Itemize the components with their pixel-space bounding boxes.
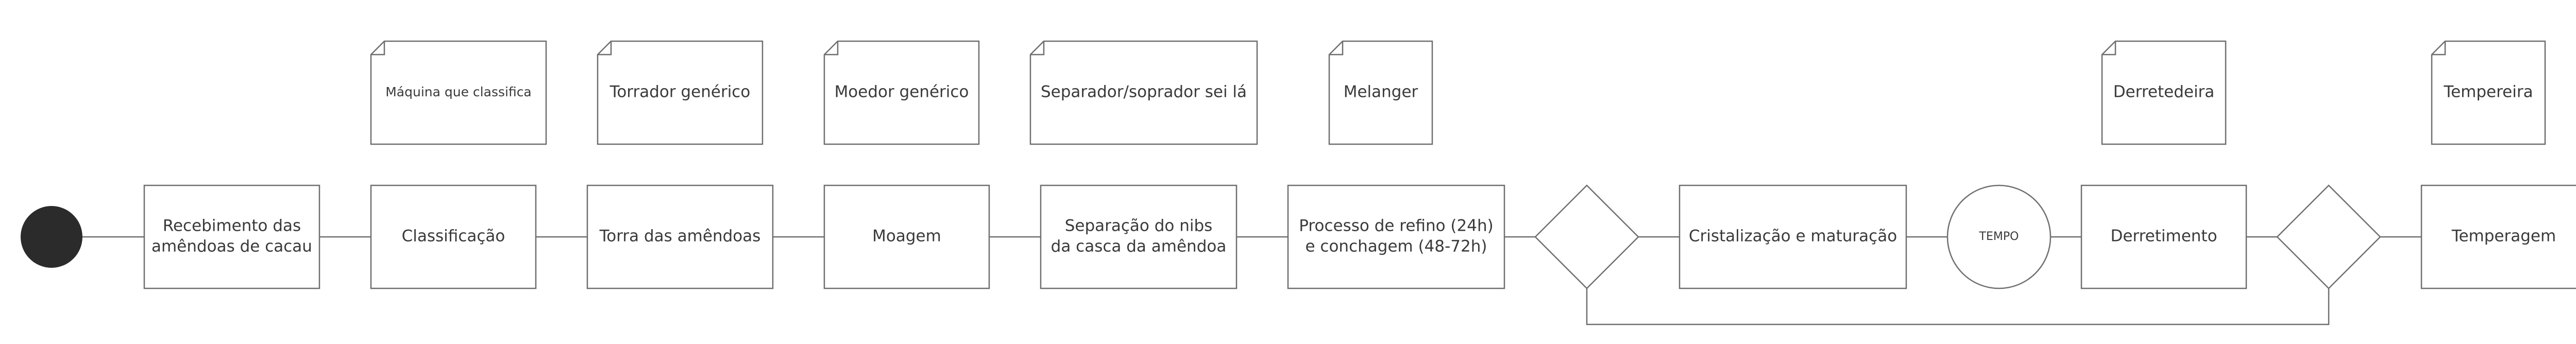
step-moagem — [824, 185, 989, 288]
step-recebimento — [144, 185, 319, 288]
note-label-line: Máquina que classifica — [385, 84, 532, 99]
decision-diamond-2 — [2277, 185, 2380, 288]
step-label-line: e conchagem (48-72h) — [1305, 237, 1487, 256]
note-derretimento — [2102, 41, 2226, 144]
step-derretimento — [2081, 185, 2246, 288]
note-label-line: Melanger — [1343, 82, 1418, 101]
loop-connector — [1587, 288, 2329, 324]
step-refino — [1288, 185, 1504, 288]
step-label-line: Classificação — [401, 227, 505, 246]
note-moagem — [824, 41, 979, 144]
step-separacao — [1041, 185, 1236, 288]
decision-diamond-1 — [1535, 185, 1638, 288]
step-temperagem — [2421, 185, 2576, 288]
note-label-line: Moedor genérico — [834, 82, 969, 101]
step-label-line: TEMPO — [1979, 230, 2019, 243]
note-classificacao — [371, 41, 546, 144]
step-label-line: Moagem — [872, 227, 941, 246]
step-label-line: Recebimento das — [162, 216, 301, 235]
step-label-line: Temperagem — [2451, 227, 2556, 246]
note-temperagem — [2432, 41, 2545, 144]
note-refino — [1329, 41, 1432, 144]
start-node — [21, 206, 82, 268]
note-label-line: Derretedeira — [2113, 82, 2215, 101]
step-cristalizacao — [1680, 185, 1906, 288]
note-separacao — [1030, 41, 1257, 144]
step-label-line: Derretimento — [2110, 227, 2217, 246]
note-label-line: Torrador genérico — [609, 82, 751, 101]
step-label-line: amêndoas de cacau — [151, 237, 312, 256]
step-classificacao — [371, 185, 536, 288]
step-torra — [587, 185, 773, 288]
step-label-line: Cristalização e maturação — [1688, 227, 1897, 246]
note-torra — [598, 41, 762, 144]
step-label-line: Torra das amêndoas — [599, 227, 761, 246]
note-label-line: Tempereira — [2444, 82, 2533, 101]
step-label-line: Separação do nibs — [1064, 216, 1213, 235]
step-label-line: Processo de refino (24h) — [1299, 216, 1494, 235]
step-label-line: da casca da amêndoa — [1050, 237, 1227, 256]
step-tempo — [1947, 185, 2050, 288]
note-label-line: Separador/soprador sei lá — [1040, 82, 1247, 101]
